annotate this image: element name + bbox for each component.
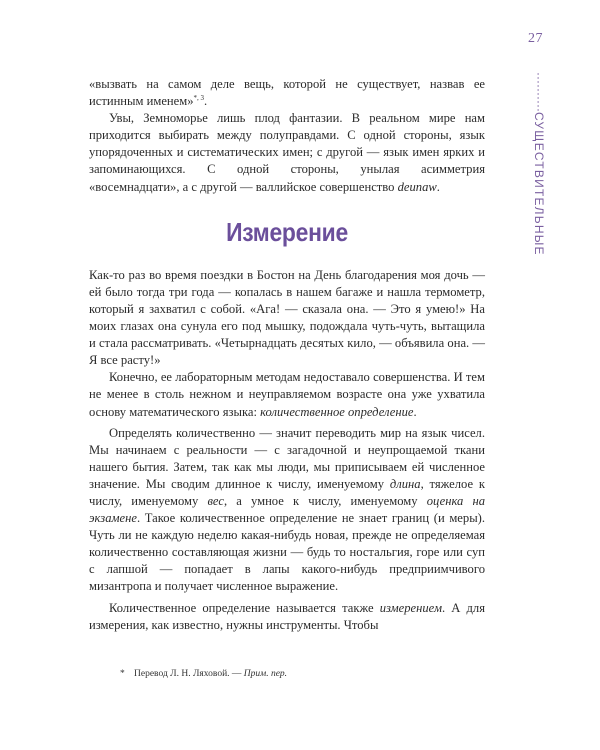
quote-text: «вызвать на самом деле вещь, которой не существует, назвав ее истинным именем» [89, 77, 485, 109]
paragraph-text: . Такое количественное определение не знает границ (и меры). Чуть ли не каждую неделю какая-нибудь новая, прежде не определяемая количественно составляющая жизни — будь то ностальгия, горе или суп с лапшой — попадает в лапы какого-нибудь предприимчивого мизантропа и получает численное выражение. [89, 511, 485, 594]
paragraph [89, 600, 485, 634]
paragraph-text: Конечно, ее лабораторным методам недоставало совершенства. И тем не менее в столь нежном и неуправляемом возрасте она уже ухватила основу математического языка: [89, 370, 485, 419]
body-text [89, 76, 485, 634]
running-head-text [532, 72, 546, 256]
footnote-emphasis: Прим. пер. [243, 669, 288, 679]
paragraph [89, 76, 485, 110]
emphasis: вес [207, 493, 224, 508]
paragraph-text: Увы, Земноморье лишь плод фантазии. В реальном мире нам приходится выбирать между полуправдами. С одной стороны, язык упорядоченных и систематических имен; с другой — язык имен ярких и запоминающихся. С одной стороны, унылая асимметрия «восемнадцати», а с другой — валлийское совершенство [89, 111, 485, 194]
running-head [532, 72, 548, 256]
paragraph-end: . [204, 94, 208, 109]
footnote-mark: * [120, 669, 125, 679]
emphasis: количественное определение [260, 404, 414, 419]
paragraph-end: . [413, 404, 417, 419]
footnote-text: Перевод Л. Н. Ляховой. — [134, 669, 244, 679]
footnote [120, 669, 287, 679]
paragraph-text: , тяжелое к числу, именуемому [89, 476, 485, 508]
footnote-ref: *, 3 [193, 93, 205, 102]
emphasis: длина [389, 476, 421, 491]
paragraph-text: Количественное определение называется также [109, 600, 380, 615]
paragraph-text: , а умное к числу, именуемому [223, 493, 427, 508]
section-title: Измерение [226, 216, 348, 247]
paragraph-text: Определять количественно — значит переводить мир на язык чисел. Мы начинаем с реальности — с загадочной и неупрощаемой ткани нашего бытия. Затем, так как мы люди, мы приписываем ей численное значение. Мы сводим длинное к числу, именуемому [89, 425, 485, 491]
paragraph [89, 425, 485, 596]
page-number: 27 [528, 31, 543, 46]
running-head-dots: ·········· [532, 72, 546, 112]
emphasis: оценка на экзамене [89, 493, 486, 526]
paragraph-text: . А для измерения, как известно, нужны инструменты. Чтобы [89, 600, 485, 632]
running-head-label: СУЩЕСТВИТЕЛЬНЫЕ [532, 111, 546, 256]
paragraph [89, 267, 485, 370]
paragraph [89, 110, 485, 195]
paragraph [89, 369, 485, 420]
paragraph-end: . [436, 179, 440, 194]
paragraph-text: Как-то раз во время поездки в Бостон на День благодарения моя дочь — ей было тогда три года — копалась в нашем багаже и нашла термометр, который я захватил с собой. «Ага! — сказала она. — Это я умею!» На моих глазах она сунула его под мышку, подождала чуть-чуть, вытащила и стала рассматривать. «Четырнадцать десятых кило, — объявила она. — Я все расту!» [89, 267, 485, 368]
emphasis: deunaw [397, 179, 437, 194]
emphasis: измерением [379, 600, 442, 615]
